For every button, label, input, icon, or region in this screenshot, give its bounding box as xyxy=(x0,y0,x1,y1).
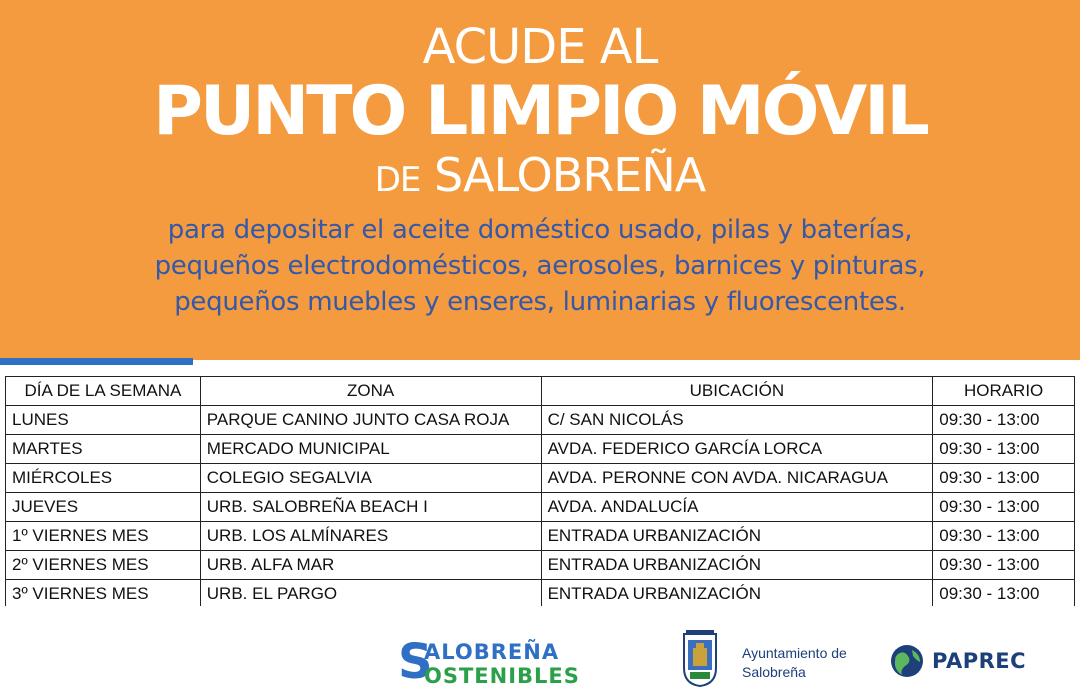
cell-location: AVDA. PERONNE CON AVDA. NICARAGUA xyxy=(541,464,933,493)
cell-location: ENTRADA URBANIZACIÓN xyxy=(541,580,933,607)
accent-bar xyxy=(0,358,193,365)
title-line-3 xyxy=(0,148,1080,207)
column-header-zone: ZONA xyxy=(200,377,541,406)
cell-zone: URB. LOS ALMÍNARES xyxy=(200,522,541,551)
table-header-row xyxy=(6,377,1075,406)
cell-hours: 09:30 - 13:00 xyxy=(933,493,1075,522)
table-row xyxy=(6,406,1075,435)
cell-zone: PARQUE CANINO JUNTO CASA ROJA xyxy=(200,406,541,435)
cell-location: AVDA. ANDALUCÍA xyxy=(541,493,933,522)
cell-location: ENTRADA URBANIZACIÓN xyxy=(541,522,933,551)
cell-day: 2º VIERNES MES xyxy=(6,551,201,580)
ayuntamiento-label xyxy=(742,644,847,682)
title-line-3-main: SALOBREÑA xyxy=(434,148,706,202)
description-line: para depositar el aceite doméstico usado, pilas y baterías, xyxy=(167,215,913,245)
logo-line-1: ALOBREÑA xyxy=(424,640,560,664)
salobrena-sostenibles-logo xyxy=(398,634,583,690)
cell-hours: 09:30 - 13:00 xyxy=(933,406,1075,435)
cell-day: JUEVES xyxy=(6,493,201,522)
table-row xyxy=(6,435,1075,464)
schedule-table-wrapper xyxy=(5,376,1075,606)
cell-zone: COLEGIO SEGALVIA xyxy=(200,464,541,493)
description-line: pequeños muebles y enseres, luminarias y fluorescentes. xyxy=(174,287,906,317)
cell-day: LUNES xyxy=(6,406,201,435)
title-line-3-prefix: DE xyxy=(374,160,421,200)
cell-location: ENTRADA URBANIZACIÓN xyxy=(541,551,933,580)
cell-day: MIÉRCOLES xyxy=(6,464,201,493)
schedule-table xyxy=(5,376,1075,606)
cell-location: C/ SAN NICOLÁS xyxy=(541,406,933,435)
paprec-logo-text: PAPREC xyxy=(932,649,1027,673)
table-row xyxy=(6,580,1075,607)
cell-zone: URB. EL PARGO xyxy=(200,580,541,607)
cell-hours: 09:30 - 13:00 xyxy=(933,522,1075,551)
table-row xyxy=(6,551,1075,580)
cell-hours: 09:30 - 13:00 xyxy=(933,580,1075,607)
cell-zone: MERCADO MUNICIPAL xyxy=(200,435,541,464)
table-row xyxy=(6,464,1075,493)
cell-hours: 09:30 - 13:00 xyxy=(933,435,1075,464)
column-header-location: UBICACIÓN xyxy=(541,377,933,406)
cell-day: 1º VIERNES MES xyxy=(6,522,201,551)
column-header-day: DÍA DE LA SEMANA xyxy=(6,377,201,406)
ayuntamiento-line-1: Ayuntamiento de xyxy=(742,645,847,661)
description xyxy=(0,212,1080,320)
title-line-1: ACUDE AL xyxy=(422,19,658,75)
cell-day: 3º VIERNES MES xyxy=(6,580,201,607)
title-line-2: PUNTO LIMPIO MÓVIL xyxy=(153,72,927,151)
table-row xyxy=(6,493,1075,522)
cell-zone: URB. SALOBREÑA BEACH I xyxy=(200,493,541,522)
logo-initial: S xyxy=(398,634,433,690)
cell-zone: URB. ALFA MAR xyxy=(200,551,541,580)
paprec-globe-icon xyxy=(890,644,924,678)
cell-location: AVDA. FEDERICO GARCÍA LORCA xyxy=(541,435,933,464)
coat-of-arms-icon xyxy=(682,630,718,688)
ayuntamiento-line-2: Salobreña xyxy=(742,664,806,680)
table-row xyxy=(6,522,1075,551)
logo-line-2: OSTENIBLES xyxy=(424,664,580,688)
footer-logos xyxy=(0,620,1080,691)
cell-hours: 09:30 - 13:00 xyxy=(933,551,1075,580)
description-line: pequeños electrodomésticos, aerosoles, barnices y pinturas, xyxy=(154,251,926,281)
cell-hours: 09:30 - 13:00 xyxy=(933,464,1075,493)
column-header-hours: HORARIO xyxy=(933,377,1075,406)
cell-day: MARTES xyxy=(6,435,201,464)
